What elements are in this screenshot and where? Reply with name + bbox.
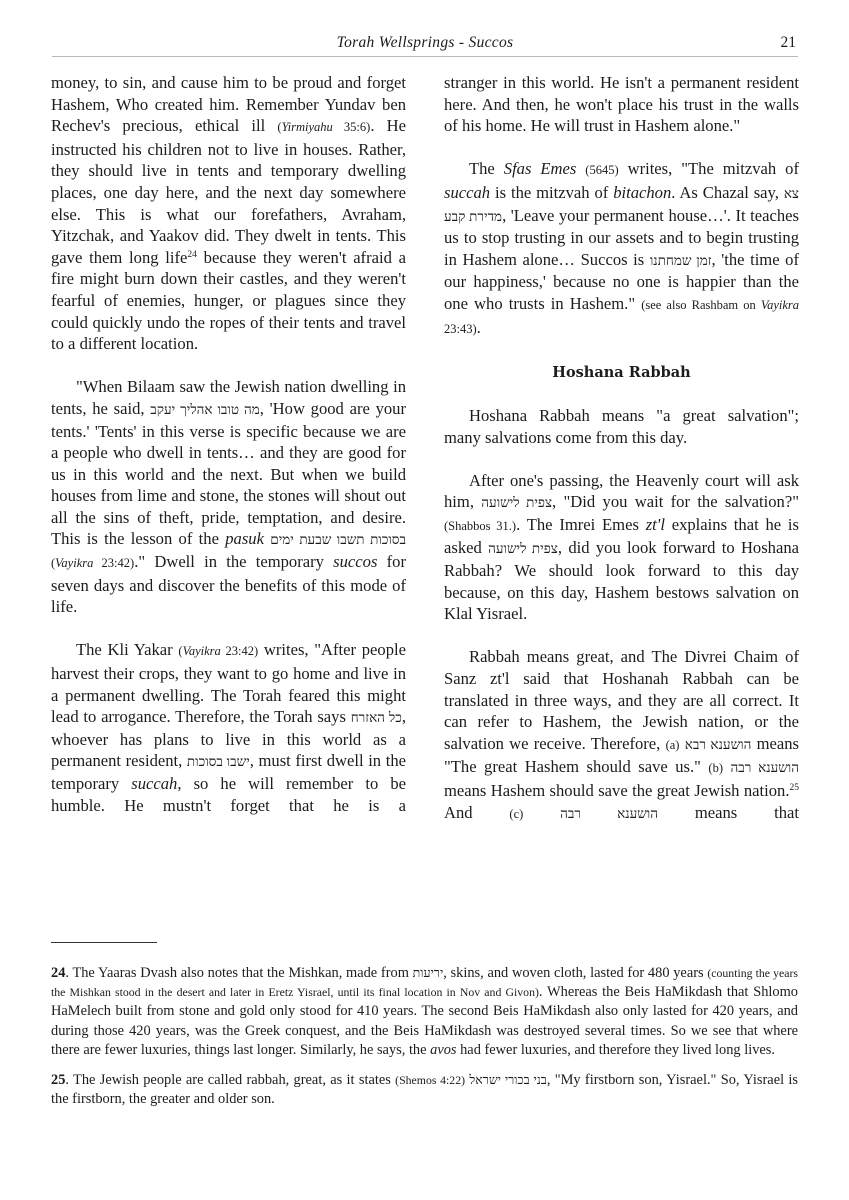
left-column (51, 72, 406, 816)
hebrew-text: הושענא רבא (684, 736, 752, 752)
hebrew-text: זמן שמחתנו (649, 252, 712, 268)
footnote-ref-25[interactable]: 25 (789, 783, 799, 793)
hebrew-text: ישבו בסוכות (186, 754, 250, 770)
hebrew-text: צא מדירת קבע (444, 185, 799, 224)
paragraph: After one's passing, the Heavenly court will ask him, צפית לישועה, "Did you wait for the salvation?" (Shabbos 31.). The Imrei Emes zt'l explains that he is asked צפית לישועה, did you look forward to Hoshana Rabbah? We should look forward to this day because, on this day, Hashem bestows salvation on Klal Yisrael. (444, 470, 800, 624)
hebrew-text: צפית לישועה (481, 495, 553, 511)
hebrew-text: יריעות (412, 966, 444, 980)
page-number: 21 (780, 34, 796, 51)
paragraph: The Kli Yakar (Vayikra 23:42) writes, "After people harvest their crops, they want to go home and live in a permanent dwelling. The Torah feared this might lead to arrogance. Therefore, the Torah says כל האזרח, whoever has plans to live in this world as a permanent resident, ישבו בסוכות, must first dwell in the temporary succah, so he will remember to be humble. He mustn't forget that he is a (51, 640, 406, 815)
paragraph: The Sfas Emes (5645) writes, "The mitzvah of succah is the mitzvah of bitachon. As Chazal say, צא מדירת קבע, 'Leave your permanent house…'. It teaches us to stop trusting in our assets and to begin trusting in Hashem alone… Succos is זמן שמחתנו, 'the time of our happiness,' because no one is happier than the one who trusts in Hashem." (see also Rashbam on Vayikra 23:43). (444, 159, 799, 337)
paragraph: stranger in this world. He isn't a permanent resident here. And then, he won't place his trust in the walls of his home. He will trust in Hashem alone." (444, 73, 799, 136)
footnotes (51, 964, 798, 1120)
hebrew-text: מה טובו אהליך יעקב (150, 401, 260, 417)
footnote-divider (51, 942, 157, 943)
footnote-ref-24[interactable]: 24 (187, 249, 197, 260)
right-column (444, 72, 799, 825)
running-title: Torah Wellsprings - Succos (336, 34, 514, 51)
paragraph: Hoshana Rabbah means "a great salvation"; many salvations come from this day. (444, 405, 799, 447)
paragraph: money, to sin, and cause him to be proud and forget Hashem, Who created him. Remember Yundav ben Rechev's precious, ethical ill (Yirmiyahu 35:6). He instructed his children not to live in houses. Rather, they should live in tents and temporary dwelling places, one day here, and the next day somewhere else. This is what our forefathers, Avraham, Yitzchak, and Yaakov did. They dwelt in tents. This gave them long life$^{24}$ because they weren't afraid a fire might burn down their castles, and they weren't fearful of enemies, hunger, or plagues since they could quickly undo the ropes of their tents and travel to a different location. (51, 73, 407, 354)
paragraph: "When Bilaam saw the Jewish nation dwelling in tents, he said, מה טובו אהליך יעקב, 'How good are your tents.' 'Tents' in this verse is specific because we are a people who dwell in tents… and they are good for us in this world and the next. But when we build houses from lime and stone, the stones will shout out all the sins of theft, pride, temptation, and desire. This is the lesson of the pasuk בסוכות תשבו שבעת ימים (Vayikra 23:42)." Dwell in the temporary succos for seven days and discover the benefits of this mode of life. (51, 377, 407, 617)
running-header (52, 34, 798, 57)
section-heading: Hoshana Rabbah (552, 363, 691, 381)
hebrew-text: בני בכורי ישראל (469, 1073, 547, 1088)
hebrew-text: בסוכות תשבו שבעת ימים (270, 532, 406, 548)
hebrew-text: כל האזרח (350, 710, 402, 726)
hebrew-text: צפית לישועה (488, 541, 558, 557)
paragraph: Rabbah means great, and The Divrei Chaim of Sanz zt'l said that Hoshanah Rabbah can be translated in three ways, and they are all correct. It can refer to Hashem, the Jewish nation, or the salvation we receive. Therefore, (a) הושענא רבא means "The great Hashem should save us." (b) הושענא רבה means Hashem should save the great Jewish nation.$^{25}$ And (c) הושענא רבה means that (444, 647, 800, 822)
hebrew-text: הושענא רבה (560, 805, 659, 821)
footnote-24: 24. The Yaaras Dvash also notes that the Mishkan, made from יריעות, skins, and woven cloth, lasted for 480 years (counting the years the Mishkan stood in the desert and later in Eretz Yisrael, until its final location in Nov and Givon). Whereas the Beis HaMikdash that Shlomo HaMelech built from stone and gold only stood for 410 years. The second Beis HaMikdash also only lasted for 420 years, and during those 420 years, was the Greek conquest, and the Beis HaMikdash was destroyed several times. So we see that where there are fewer luxuries, things last longer. Similarly, he says, the avos had fewer luxuries, and therefore they lived long lives. (51, 965, 798, 1058)
footnote-25: 25. The Jewish people are called rabbah, great, as it states (Shemos 4:22) בני בכורי ישראל, "My firstborn son, Yisrael." So, Yisrael is the firstborn, the greater and older son. (51, 1072, 798, 1108)
hebrew-text: הושענא רבה (730, 760, 800, 776)
